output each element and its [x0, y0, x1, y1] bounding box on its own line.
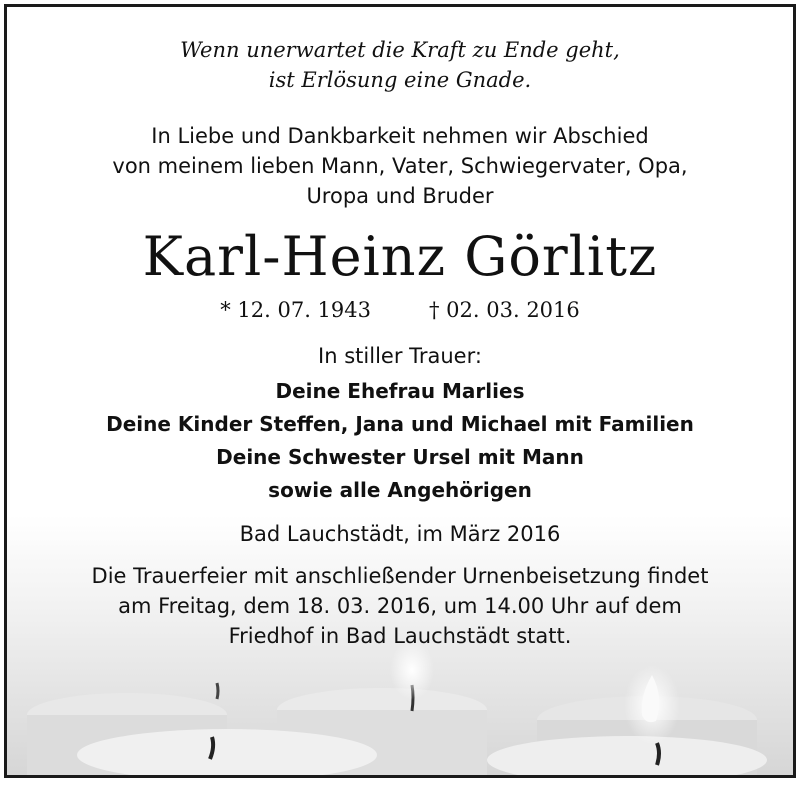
quote-line: ist Erlösung eine Gnade. [268, 68, 532, 92]
intro-line: von meinem lieben Mann, Vater, Schwiegervater, Opa, [112, 154, 688, 178]
death-date: † 02. 03. 2016 [429, 298, 580, 322]
obituary-notice [4, 4, 796, 778]
funeral-info [7, 561, 793, 651]
mourners-list [7, 375, 793, 507]
funeral-line: Friedhof in Bad Lauchstädt statt. [228, 624, 572, 648]
quote [7, 35, 793, 95]
quote-line: Wenn unerwartet die Kraft zu Ende geht, [180, 38, 620, 62]
mourner-line: sowie alle Angehörigen [268, 478, 532, 502]
intro-line: Uropa und Bruder [306, 184, 494, 208]
place-date: Bad Lauchstädt, im März 2016 [239, 522, 561, 546]
life-dates [7, 295, 793, 325]
intro-line: In Liebe und Dankbarkeit nehmen wir Abschied [151, 124, 649, 148]
funeral-line: am Freitag, dem 18. 03. 2016, um 14.00 Uhr auf dem [118, 594, 682, 618]
deceased-name: Karl-Heinz Görlitz [142, 225, 658, 288]
mourner-line: Deine Schwester Ursel mit Mann [216, 445, 584, 469]
birth-date: * 12. 07. 1943 [220, 298, 371, 322]
intro-text [7, 121, 793, 211]
mourner-line: Deine Ehefrau Marlies [275, 379, 525, 403]
mourning-label: In stiller Trauer: [318, 344, 482, 368]
funeral-line: Die Trauerfeier mit anschließender Urnenbeisetzung findet [91, 564, 709, 588]
mourner-line: Deine Kinder Steffen, Jana und Michael mit Familien [106, 412, 694, 436]
